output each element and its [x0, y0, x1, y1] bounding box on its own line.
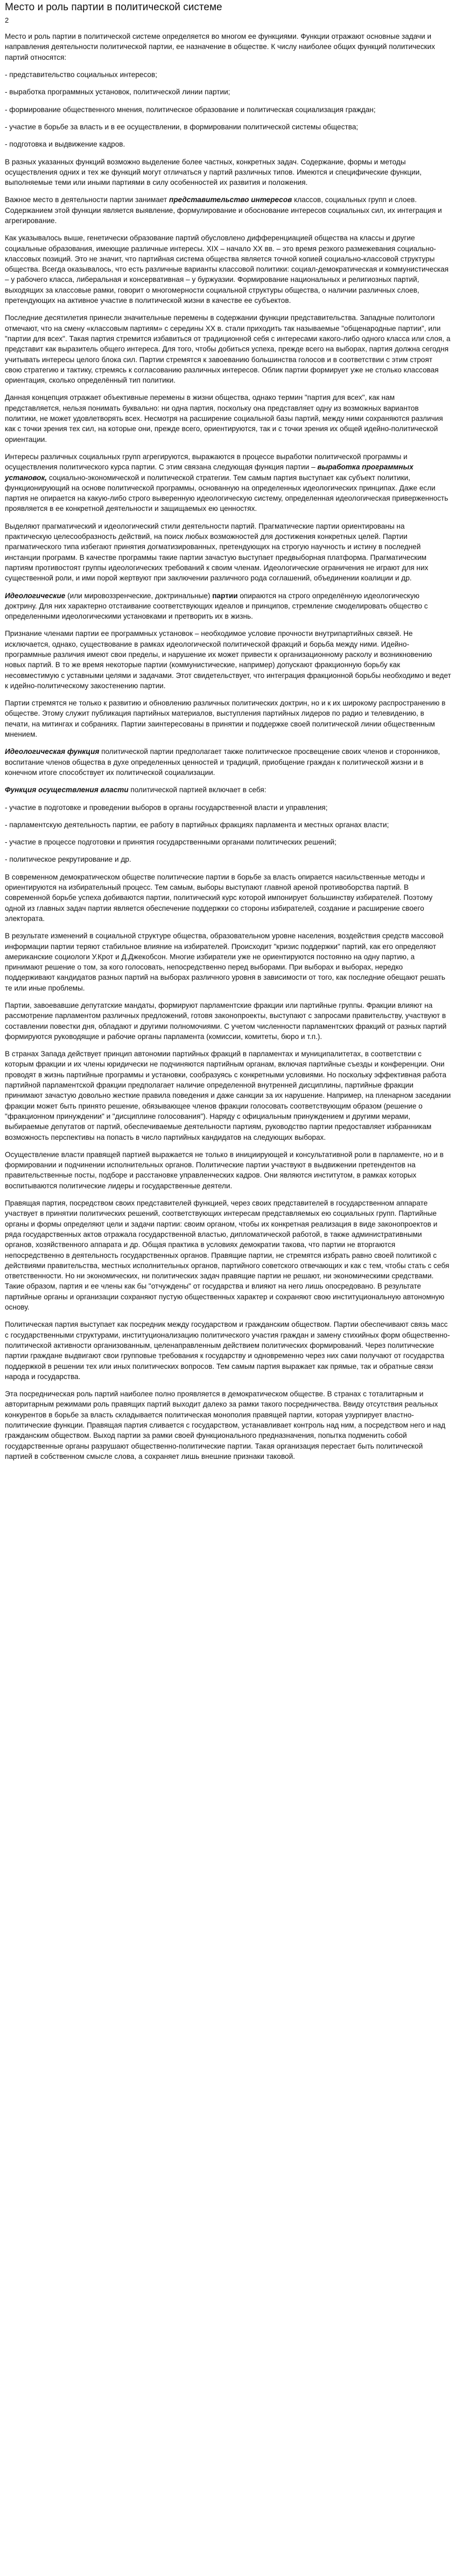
paragraph-text: Выделяют прагматический и идеологический стили деятельности партий. Прагматические партии ориентированы на практическую целесообразность действий, на поиск любых возможностей для достижения конкретных целей. Партии прагматического типа избегают принятия догматизированных, претендующих на строгую научность и истину в последней инстанции программ. В качестве программы такие партии зачастую выступает предвыборная платформа. Прагматическим партиям противостоят группы идеологических требований к своим членам. Идеологические ограничения не играют для них существенной роли, и ими порой жертвуют при заключении различного рода соглашений, объединении коалиции и др. [5, 522, 429, 583]
paragraph [5, 820, 451, 830]
paragraph [5, 157, 451, 188]
emphasis-text: партии [212, 591, 238, 600]
paragraph-text: Интересы различных социальных групп агрегируются, выражаются в процессе выработки политической программы и осуществления политического курса партии. С этим связана следующая функция партии – [5, 452, 408, 472]
paragraph [5, 1149, 451, 1191]
paragraph [5, 122, 451, 132]
paragraph [5, 70, 451, 80]
paragraph [5, 313, 451, 385]
paragraph [5, 233, 451, 306]
document-title: Место и роль партии в политической системе [5, 2, 222, 13]
paragraph-text: В современном демократическом обществе политические партии в борьбе за власть опирается насильственные методы и ориентируются на избирательный процесс. Тем самым, выборы выступают главной ареной противоборства партий. В современной борьбе успеха добиваются партии, политический курс которой импонирует большинству избирателей. Поэтому одной из главных задач партии является обеспечение поддержки со стороны избирателей, создание и расширение своего электората. [5, 872, 433, 923]
emphasis-text: выработка программных установок, [5, 463, 413, 482]
paragraph [5, 746, 451, 778]
paragraph-text: классов, социальных групп и слоев. Содержанием этой функции является выявление, формулирование и обоснование интересов социальных сил, их интеграция и агрегирование. [5, 196, 442, 225]
document-body [5, 31, 451, 1462]
paragraph-text: Политическая партия выступает как посредник между государством и гражданским обществом. Партии обеспечивают связь масс с государственными структурами, институционализацию политического участия граждан и замену стихийных форм общественно-политической активности организованным, целенаправленным действием политических формирований. Через политические партии граждане выдвигают свои групповые требования к государству и одновременно через них сами получают от государства поддержкой в решении тех или иных политических вопросов. Тем самым партия выражает как прямые, так и обратные связи народа и государства. [5, 1320, 450, 1381]
paragraph-text: - политическое рекрутирование и др. [5, 855, 131, 864]
paragraph-text: - участие в борьбе за власть и в ее осуществлении, в формировании политической системы общества; [5, 122, 359, 131]
paragraph [5, 105, 451, 115]
paragraph-text: В странах Запада действует принцип автономии партийных фракций в парламентах и муниципалитетах, в соответствии с которым фракции и их члены юридически не подчиняются партийным органам, включая партийные съезды и конференции. Они проводят в жизнь партийные программы и установки, сообразуясь с конкретными условиями. Но поскольку эффективная работа партийной парламентской фракции предполагает наличие определенной внутренней дисциплины, партийные фракции принимают зачастую довольно жесткие правила поведения и даже санкции за их нарушение. Например, на пленарном заседании фракции может быть принято решение, обязывающее членов фракции голосовать соответствующим образом (решение о "фракционном принуждении" и "дисциплине голосования"). Наряду с официальным принуждением и другими мерами, выбираемые депутатов от партий, обеспечиваемые деятельности партиям, руководство партии предоставляет избранникам возможность перспективы на попасть в число партийных кандидатов на следующих выборах. [5, 1050, 451, 1141]
paragraph [5, 1049, 451, 1142]
paragraph [5, 521, 451, 584]
emphasis-text: представительство интересов [169, 196, 292, 204]
paragraph [5, 628, 451, 691]
paragraph [5, 31, 451, 63]
paragraph-text: Важное место в деятельности партии занимает [5, 196, 170, 204]
paragraph-text: Последние десятилетия принесли значительные перемены в содержании функции представительства. Западные политологи отмечают, что на смену «классовым партиям» с середины XX в. стали приходить так называемые "общенародные партии", или "партии для всех". Такая партия стремится избавиться от традиционной себя с интересами какого-либо одного класса или слоя, а представит как выразитель общего интереса. Для того, чтобы добиться успеха, прежде всего на выборах, партия должна сегодня учитывать интересы целого блока сил. Партии стремятся к завоеванию большинства голосов и в соответствии с этим строят свою стратегию и тактику, стремясь к согласованию различных интересов. Облик партии формирует уже не столько классовая ориентация, сколько определённый тип политики. [5, 314, 451, 385]
emphasis-text: Идеологические [5, 591, 66, 600]
paragraph [5, 392, 451, 444]
paragraph-text: В результате изменений в социальной структуре общества, образовательном уровне населения, воздействия средств массовой информации партии теряют стабильное влияние на избирателей. Происходит "кризис поддержки" партий, как его определяют американские социологи У.Крот и Д.Джекобсон. Многие избиратели уже не ориентируются постоянно на одну партию, а принимают решение о том, за кого голосовать, непосредственно перед выборами. При выборах и выборах, нередко поддерживают кандидатов разных партий на выборах различного уровня в зависимости от того, как последние обещают решать те или иные проблемы. [5, 932, 445, 992]
paragraph-text: социально-экономической и политической стратегии. Тем самым партия выступает как субъект политики, функционирующий на основе политической программы, основанную на определенных идеологических принципах. Даже если партия не опирается на какую-либо строго выверенную идеологическую систему, определенная идеологическая приверженность проявляется в ее конкретной деятельности и защищаемых ею ценностях. [5, 473, 448, 513]
paragraph-text: - представительство социальных интересов; [5, 71, 157, 79]
paragraph-text: опираются на строго определённую идеологическую доктрину. Для них характерно отстаивание соответствующих идеалов и принципов, стремление смоделировать общество с определенными идеологическими установками и претворить их в жизнь. [5, 591, 428, 621]
paragraph [5, 931, 451, 993]
paragraph-text: (или мировоззренческие, доктринальные) [65, 591, 213, 600]
paragraph [5, 1000, 451, 1042]
paragraph [5, 139, 451, 149]
paragraph-text: - участие в подготовке и проведении выборов в органы государственной власти и управления; [5, 803, 328, 812]
paragraph-text: Осуществление власти правящей партией выражается не только в инициирующей и консультативной роли в парламенте, но и в формировании и подчинении исполнительных органов. Политические партии участвуют в выдвижении претендентов на правительственные посты, подборе и расстановке управленческих кадров. Они являются институтом, в рамках которых воспитываются политические лидеры и государственные деятели. [5, 1150, 444, 1190]
paragraph [5, 698, 451, 739]
paragraph [5, 872, 451, 924]
paragraph-text: Признание членами партии ее программных установок – необходимое условие прочности внутрипартийных связей. Не исключается, однако, существование в рамках идеологической политической фракций и борьба между ними. Идейно-программные различия имеют свои пределы, и нарушение их может привести к организационному расколу и возникновению новых партий. В то же время некоторые партии (коммунистические, например) допускают фракционную борьбу как несовместимую с уставными целями и задачами. Этот свидетельствует, что интеграция фракционной борьбы необходимо и ведет к идейно-политическому закостенению партии. [5, 629, 451, 690]
paragraph-text: Партии стремятся не только к развитию и обновлению различных политических доктрин, но и к их широкому распространению в обществе. Этому служит публикация партийных материалов, выступления партийных лидеров по радио и телевидению, в печати, на митингах и собраниях. Партии заинтересованы в принятии и поддержке своей политической линии общественным мнением. [5, 699, 446, 739]
paragraph-text: - формирование общественного мнения, политическое образование и политическая социализация граждан; [5, 105, 376, 114]
paragraph-text: - подготовка и выдвижение кадров. [5, 140, 125, 149]
paragraph-text: - участие в процессе подготовки и принятия государственными органами политических решений; [5, 838, 336, 847]
paragraph [5, 1198, 451, 1312]
paragraph [5, 452, 451, 514]
paragraph-text: - парламентскую деятельность партии, ее работу в партийных фракциях парламента и местных органах власти; [5, 820, 389, 829]
paragraph [5, 591, 451, 622]
emphasis-text: Функция осуществления власти [5, 786, 129, 794]
emphasis-text: Идеологическая функция [5, 747, 100, 756]
paragraph [5, 1319, 451, 1382]
paragraph-text: В разных указанных функций возможно выделение более частных, конкретных задач. Содержание, формы и методы осуществления одних и тех же функций могут отличаться у партий различных типов. Имеются и специфические функции, выполняемые теми или иными партиями в силу особенностей их развития и положения. [5, 157, 422, 187]
paragraph-text: Место и роль партии в политической системе определяется во многом ее функциями. Функции отражают основные задачи и направления деятельности политической партии, ее назначение в обществе. К числу наиболее общих функций политических партий относятся: [5, 32, 436, 61]
paragraph [5, 87, 451, 97]
paragraph [5, 1389, 451, 1462]
paragraph-text: политической партии предполагает также политическое просвещение своих членов и сторонников, воспитание членов общества в духе определенных ценностей и традиций, приобщение граждан к политической жизни и в конечном итоге способствует их политической социализации. [5, 747, 440, 777]
paragraph [5, 854, 451, 864]
paragraph [5, 785, 451, 795]
paragraph-text: Правящая партия, посредством своих представителей функцией, через своих представителей в государственном аппарате участвует в принятии политических решений, соответствующих интересам представляемых ею социальных групп. Партийные органы и формы определяют цели и задачи партии: своим органом, чтобы их конкретная реализация в виде законопроектов и ряда государственных актов отражала государственной властью, дипломатической работой, в также административными органов, хозяйственного аппарата и др. Общая практика в условиях демократии такова, что партии не вторгаются непосредственно в деятельность государственных органов. Правящие партии, не стремятся избрать равно своей политикой с действиями правительства, местных исполнительных органов, партийного советского отвечающих и как с тем, чтобы стать с себя ответственности. Но ни экономических, ни политических задач правящие партии не решают, ни экономическими средствами. Такие образом, партия и ее члены как бы "отчуждены" от государства и влияют на него лишь опосредовано. В результате партийные органы и организации сохраняют пустую общественных характер и сохраняют свою институциональную автономную основу. [5, 1199, 450, 1312]
paragraph [5, 837, 451, 847]
document-page [0, 1, 456, 1474]
paragraph [5, 195, 451, 226]
paragraph [5, 802, 451, 813]
page-number: 2 [5, 16, 9, 24]
paragraph-text: Эта посредническая роль партий наиболее полно проявляется в демократическом обществе. В странах с тоталитарным и авторитарным режимами роль правящих партий выходит далеко за рамки такого посредничества. Ввиду отсутствия реальных конкурентов в борьбе за власть складывается политическая монополия правящей партии, которая узурпирует властно-политические функции. Правящая партия сливается с государством, устанавливает контроль над ним, а посредством него и над гражданским обществом. Выход партии за рамки своей функционального предназначения, попытка подменить собой государственные органы разрушают общественно-политические партии. Такая организация перестает быть политической партией в собственном смысле слова, а сохраняет лишь внешние признаки таковой. [5, 1390, 446, 1460]
paragraph-text: - выработка программных установок, политической линии партии; [5, 88, 230, 96]
paragraph-text: Партии, завоевавшие депутатские мандаты, формируют парламентские фракции или партийные группы. Фракции влияют на рассмотрение парламентом различных предложений, готовя законопроекты, выступают с запросами правительству, участвуют в составлении повестки дня, обладают и другими полномочиями. С учетом численности парламентских фракций от разных партий формируются руководящие и рабочие органы парламента (комиссии, комитеты, бюро и т.п.). [5, 1001, 447, 1041]
paragraph-text: Данная концепция отражает объективные перемены в жизни общества, однако термин "партия для всех", как нам представляется, нельзя понимать буквально: ни одна партия, поскольку она представляет одну из возможных вариантов политики, не может удовлетворять всех. Несмотря на расширение социальной базы партий, между ними сохраняются различия как с точки зрения тех сил, на которые они, прежде всего, ориентируются, так и с точки зрения их общей идейно-политической ориентации. [5, 393, 443, 444]
paragraph-text: политической партией включает в себя: [128, 786, 266, 794]
paragraph-text: Как указывалось выше, генетически образование партий обусловлено дифференциацией общества на классы и другие социальные образования, имеющие различные интересы. XIX – начало XX вв. – это время резкого размежевания социально-классовых позиций. Это не значит, что партийная система общества является точной копией социально-классовой структуры общества. Всегда оказывалось, что есть различные варианты классовой политики: социал-демократическая и коммунистическая – у рабочего класса, либеральная и консервативная – у буржуазии. Формирование национальных и религиозных партий, выходящих за классовые рамки, говорит о многомерности социальной структуры общества, о наличии различных слоев, претендующих на активное участие в политической жизни в качестве ее субъектов. [5, 234, 449, 305]
